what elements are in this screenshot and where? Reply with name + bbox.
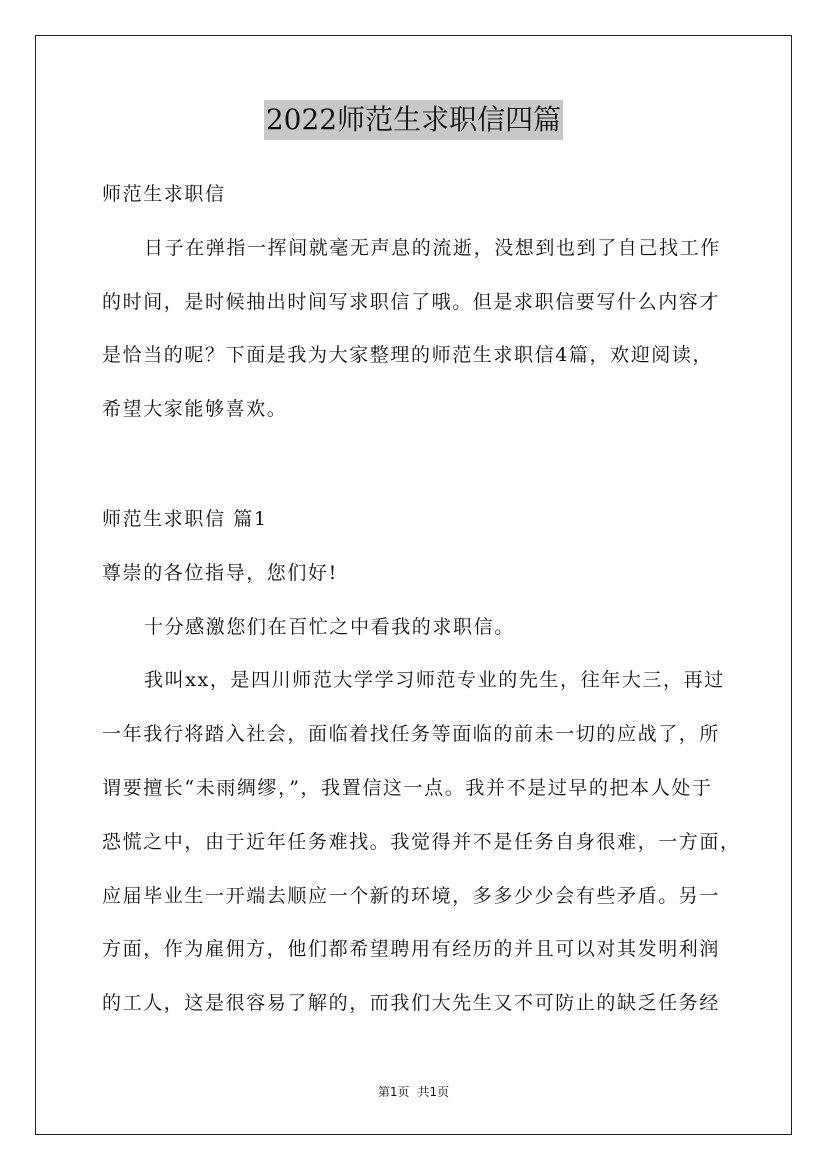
page-total: 共1页 [417, 1085, 450, 1099]
body-line-7: 方面，作为雇佣方，他们都希望聘用有经历的并且可以对其发明利润 [102, 938, 721, 960]
body-line-2: 我叫xx，是四川师范大学学习师范专业的先生，往年大三，再过 [144, 669, 725, 691]
title-container [0, 100, 827, 140]
body-line-5: 恐慌之中，由于近年任务难找。我觉得并不是任务自身很难，一方面， [102, 831, 741, 853]
document-title: 2022师范生求职信四篇 [264, 100, 563, 140]
salutation: 尊崇的各位指导，您们好! [102, 562, 338, 584]
intro-line-4: 希望大家能够喜欢。 [102, 398, 288, 420]
article-heading: 师范生求职信 篇1 [102, 508, 268, 530]
body-line-3: 一年我行将踏入社会，面临着找任务等面临的前未一切的应战了，所 [102, 723, 721, 745]
intro-line-2: 的时间，是时候抽出时间写求职信了哦。但是求职信要写什么内容才 [102, 291, 721, 313]
body-line-8: 的工人，这是很容易了解的，而我们大先生又不可防止的缺乏任务经 [102, 992, 721, 1014]
body-line-1: 十分感激您们在百忙之中看我的求职信。 [144, 616, 515, 638]
body-line-4: 谓要擅长“未雨绸缪，”，我置信这一点。我并不是过早的把本人处于 [102, 777, 713, 799]
body-line-6: 应届毕业生一开端去顺应一个新的环境，多多少少会有些矛盾。另一 [102, 885, 721, 907]
intro-line-3: 是恰当的呢？下面是我为大家整理的师范生求职信4篇，欢迎阅读， [102, 344, 714, 366]
section-heading: 师范生求职信 [102, 183, 226, 205]
intro-line-1: 日子在弹指一挥间就毫无声息的流逝，没想到也到了自己找工作 [144, 237, 721, 259]
page-number: 第1页 [377, 1085, 410, 1099]
page-footer [0, 1084, 827, 1100]
